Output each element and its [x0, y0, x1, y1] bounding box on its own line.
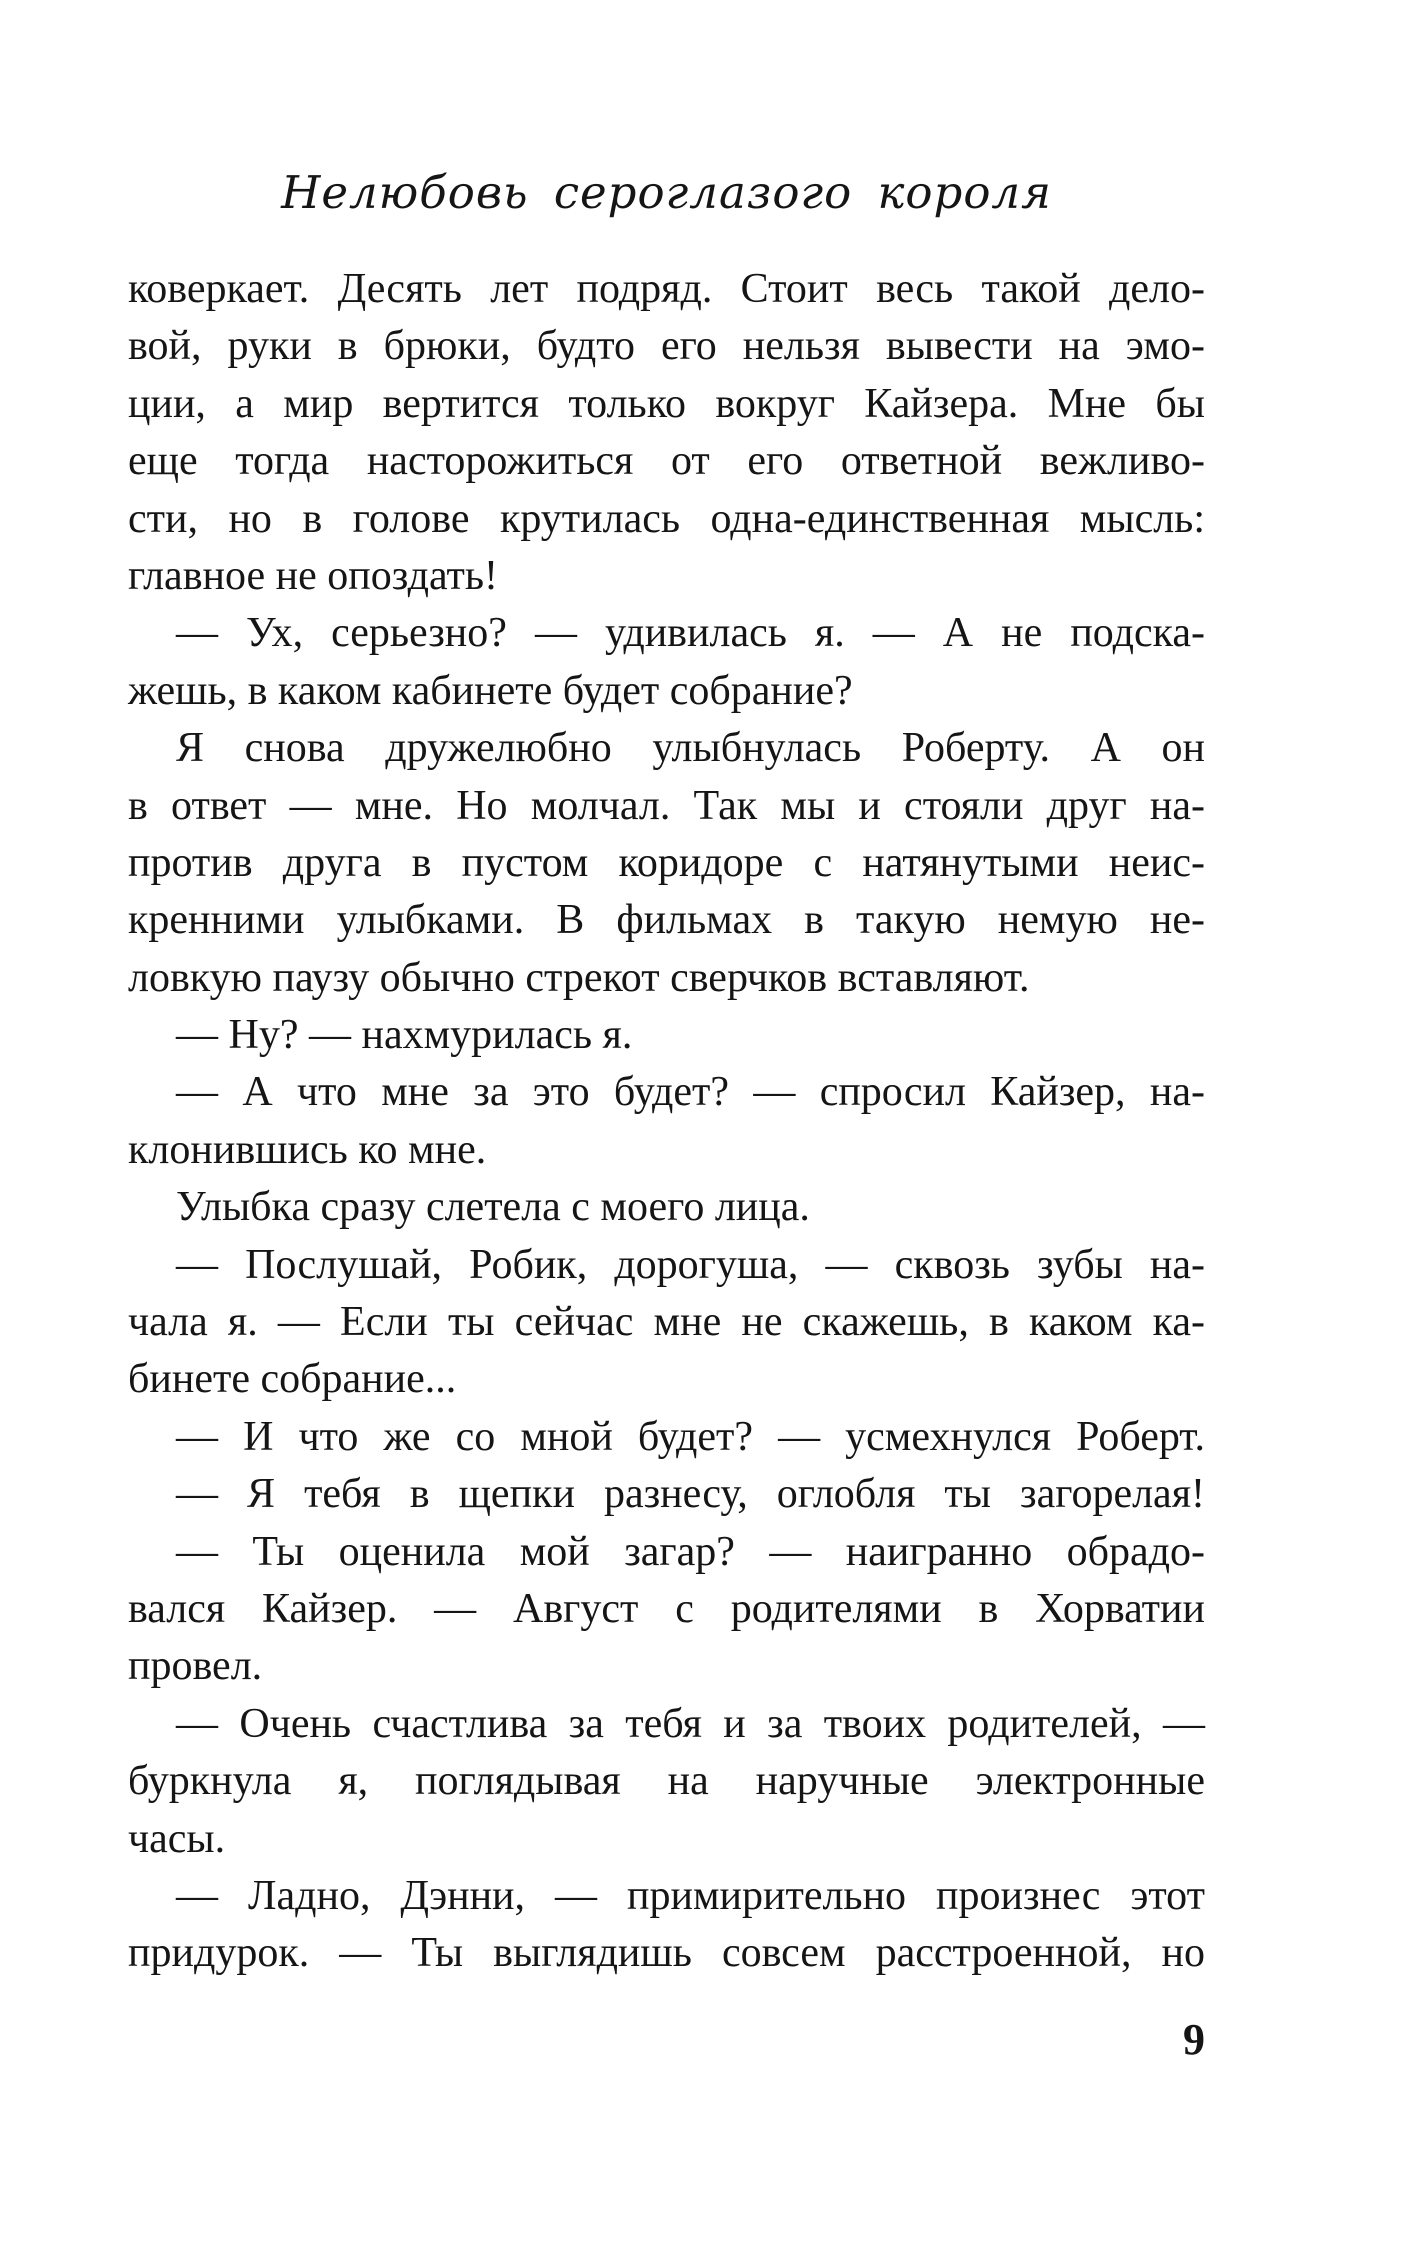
text-line: чала я. — Если ты сейчас мне не скажешь, в каком ка-: [128, 1299, 1205, 1346]
text-line: в ответ — мне. Но молчал. Так мы и стояли друг на-: [128, 782, 1205, 829]
text-line: коверкает. Десять лет подряд. Стоит весь такой дело-: [128, 266, 1205, 312]
text-line: Я снова дружелюбно улыбнулась Роберту. А он: [176, 725, 1205, 772]
text-line: — И что же со мной будет? — усмехнулся Роберт.: [176, 1413, 1205, 1460]
text-line: — А что мне за это будет? — спросил Кайзер, на-: [176, 1069, 1205, 1116]
running-header: Нелюбовь сероглазого короля: [281, 166, 1052, 219]
text-line: — Ух, серьезно? — удивилась я. — А не подска-: [176, 610, 1205, 657]
text-line: сти, но в голове крутилась одна-единственная мысль:: [128, 495, 1205, 542]
text-line: часы.: [128, 1815, 226, 1862]
text-line: буркнула я, поглядывая на наручные электронные: [128, 1758, 1205, 1805]
text-line: Улыбка сразу слетела с моего лица.: [176, 1184, 810, 1231]
text-line: ловкую паузу обычно стрекот сверчков вставляют.: [128, 954, 1030, 1001]
text-line: — Ладно, Дэнни, — примирительно произнес этот: [176, 1872, 1205, 1919]
text-line: кренними улыбками. В фильмах в такую немую не-: [128, 897, 1205, 944]
text-line: вался Кайзер. — Август с родителями в Хорватии: [128, 1585, 1205, 1632]
text-line: — Ну? — нахмурилась я.: [176, 1012, 633, 1059]
text-line: против друга в пустом коридоре с натянутыми неис-: [128, 839, 1205, 886]
text-line: вой, руки в брюки, будто его нельзя вывести на эмо-: [128, 323, 1205, 370]
text-block: [128, 261, 1205, 1983]
text-line: клонившись ко мне.: [128, 1126, 487, 1173]
text-line: — Очень счастлива за тебя и за твоих родителей, —: [176, 1700, 1205, 1747]
text-line: — Ты оценила мой загар? — наигранно обрадо-: [176, 1528, 1205, 1575]
text-line: провел.: [128, 1643, 263, 1690]
text-line: жешь, в каком кабинете будет собрание?: [128, 667, 853, 714]
text-line: ции, а мир вертится только вокруг Кайзера. Мне бы: [128, 380, 1205, 427]
text-line: придурок. — Ты выглядишь совсем расстроенной, но: [128, 1930, 1205, 1977]
text-line: — Я тебя в щепки разнесу, оглобля ты загорелая!: [176, 1471, 1205, 1518]
text-line: еще тогда насторожиться от его ответной вежливо-: [128, 438, 1205, 485]
text-line: бинете собрание...: [128, 1356, 457, 1403]
text-line: главное не опоздать!: [128, 552, 499, 599]
text-line: — Послушай, Робик, дорогуша, — сквозь зубы на-: [176, 1241, 1205, 1288]
page-number: 9: [1183, 2015, 1205, 2064]
